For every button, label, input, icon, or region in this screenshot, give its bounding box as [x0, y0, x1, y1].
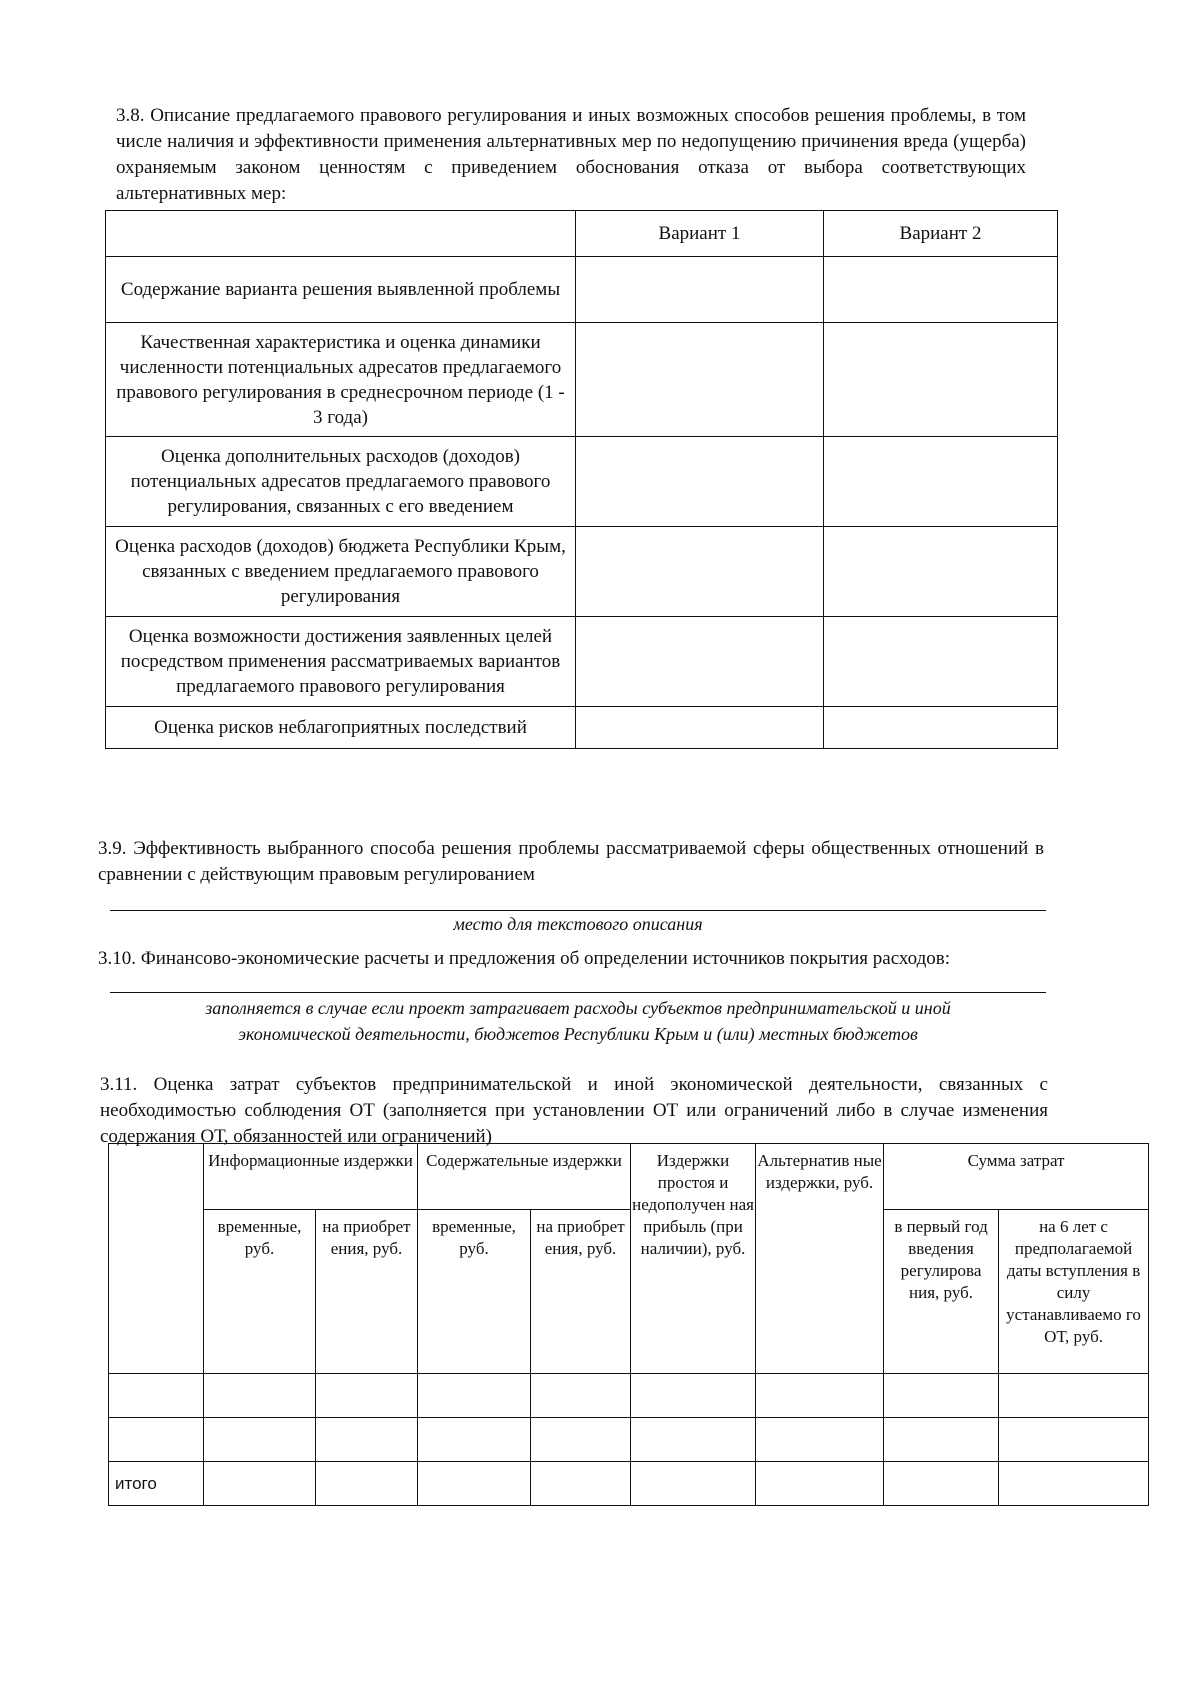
- section-3-9-text: 3.9. Эффективность выбранного способа решения проблемы рассматриваемой сферы общественных отношений в сравнении с действующим правовым регулированием: [98, 838, 1044, 885]
- financial-calc-caption-line1: заполняется в случае если проект затрагивает расходы субъектов предпринимательской и иной: [205, 998, 951, 1018]
- row-label: Оценка рисков неблагоприятных последствий: [106, 707, 576, 749]
- header-variant-1: Вариант 1: [576, 211, 824, 257]
- table-row: [106, 617, 1058, 707]
- variant-1-cell[interactable]: [576, 323, 824, 437]
- table-row: [109, 1418, 1149, 1462]
- table-row: [109, 1462, 1149, 1506]
- data-cell[interactable]: [204, 1418, 316, 1462]
- row-label: Качественная характеристика и оценка динамики численности потенциальных адресатов предлагаемого правового регулирования в среднесрочном периоде (1 - 3 года): [106, 323, 576, 437]
- costs-table: [108, 1143, 1149, 1506]
- data-cell[interactable]: [316, 1462, 418, 1506]
- content-costs-header: Содержательные издержки: [418, 1144, 631, 1210]
- content-temporary-header: временные, руб.: [418, 1210, 531, 1374]
- data-cell[interactable]: [204, 1462, 316, 1506]
- row-label: Оценка расходов (доходов) бюджета Республики Крым, связанных с введением предлагаемого правового регулирования: [106, 527, 576, 617]
- row-label: [109, 1374, 204, 1418]
- table-row: [106, 437, 1058, 527]
- info-costs-header: Информационные издержки: [204, 1144, 418, 1210]
- table-row: [106, 323, 1058, 437]
- data-cell[interactable]: [999, 1374, 1149, 1418]
- content-acquisition-header: на приобрет ения, руб.: [531, 1210, 631, 1374]
- total-sum-header: Сумма затрат: [884, 1144, 1149, 1210]
- variant-2-cell[interactable]: [824, 437, 1058, 527]
- variant-1-cell[interactable]: [576, 527, 824, 617]
- data-cell[interactable]: [999, 1418, 1149, 1462]
- section-3-8-text: 3.8. Описание предлагаемого правового регулирования и иных возможных способов решения проблемы, в том числе наличия и эффективности применения альтернативных мер по недопущению причинения вреда (ущерба) охраняемым законом ценностям с приведением обоснования отказа от выбора соответствующих альтернативных мер:: [116, 105, 1026, 204]
- downtime-header: Издержки простоя и недополучен ная прибыль (при наличии), руб.: [631, 1144, 756, 1374]
- alternatives-table: [105, 210, 1058, 749]
- variant-2-cell[interactable]: [824, 323, 1058, 437]
- row-label: Оценка дополнительных расходов (доходов) потенциальных адресатов предлагаемого правового регулирования, связанных с его введением: [106, 437, 576, 527]
- alternative-costs-header: Альтернатив ные издержки, руб.: [756, 1144, 884, 1374]
- table-row: [109, 1210, 1149, 1374]
- table-row: [109, 1144, 1149, 1210]
- total-row-label: итого: [109, 1462, 204, 1506]
- data-cell[interactable]: [884, 1462, 999, 1506]
- data-cell[interactable]: [756, 1418, 884, 1462]
- variant-2-cell[interactable]: [824, 527, 1058, 617]
- variant-2-cell[interactable]: [824, 707, 1058, 749]
- variant-1-cell[interactable]: [576, 707, 824, 749]
- text-description-caption: место для текстового описания: [453, 914, 703, 934]
- financial-calc-line[interactable]: [110, 992, 1046, 993]
- data-cell[interactable]: [999, 1462, 1149, 1506]
- six-years-header: на 6 лет с предполагаемой даты вступления в силу устанавливаемо го ОТ, руб.: [999, 1210, 1149, 1374]
- section-3-10-text: 3.10. Финансово-экономические расчеты и предложения об определении источников покрытия расходов:: [98, 948, 951, 969]
- data-cell[interactable]: [316, 1374, 418, 1418]
- data-cell[interactable]: [756, 1462, 884, 1506]
- header-variant-2: Вариант 2: [824, 211, 1058, 257]
- variant-2-cell[interactable]: [824, 257, 1058, 323]
- variant-2-cell[interactable]: [824, 617, 1058, 707]
- data-cell[interactable]: [884, 1418, 999, 1462]
- table-row: [109, 1374, 1149, 1418]
- header-empty-cell: [106, 211, 576, 257]
- data-cell[interactable]: [418, 1418, 531, 1462]
- data-cell[interactable]: [531, 1374, 631, 1418]
- variant-1-cell[interactable]: [576, 257, 824, 323]
- data-cell[interactable]: [631, 1418, 756, 1462]
- variant-1-cell[interactable]: [576, 617, 824, 707]
- financial-calc-caption-line2: экономической деятельности, бюджетов Республики Крым и (или) местных бюджетов: [238, 1024, 918, 1044]
- data-cell[interactable]: [531, 1462, 631, 1506]
- first-year-header: в первый год введения регулирова ния, руб.: [884, 1210, 999, 1374]
- table-row: [106, 257, 1058, 323]
- data-cell[interactable]: [756, 1374, 884, 1418]
- data-cell[interactable]: [316, 1418, 418, 1462]
- info-temporary-header: временные, руб.: [204, 1210, 316, 1374]
- table-row: [106, 707, 1058, 749]
- info-acquisition-header: на приобрет ения, руб.: [316, 1210, 418, 1374]
- data-cell[interactable]: [884, 1374, 999, 1418]
- data-cell[interactable]: [418, 1462, 531, 1506]
- text-description-line[interactable]: [110, 910, 1046, 911]
- row-label: Содержание варианта решения выявленной проблемы: [106, 257, 576, 323]
- table-row: [106, 211, 1058, 257]
- data-cell[interactable]: [531, 1418, 631, 1462]
- data-cell[interactable]: [631, 1462, 756, 1506]
- row-label-header: [109, 1144, 204, 1374]
- data-cell[interactable]: [631, 1374, 756, 1418]
- variant-1-cell[interactable]: [576, 437, 824, 527]
- data-cell[interactable]: [418, 1374, 531, 1418]
- row-label: [109, 1418, 204, 1462]
- row-label: Оценка возможности достижения заявленных целей посредством применения рассматриваемых вариантов предлагаемого правового регулирования: [106, 617, 576, 707]
- section-3-11-text: 3.11. Оценка затрат субъектов предпринимательской и иной экономической деятельности, связанных с необходимостью соблюдения ОТ (заполняется при установлении ОТ или ограничений либо в случае изменения содержания ОТ, обязанностей или ограничений): [100, 1074, 1048, 1147]
- table-row: [106, 527, 1058, 617]
- data-cell[interactable]: [204, 1374, 316, 1418]
